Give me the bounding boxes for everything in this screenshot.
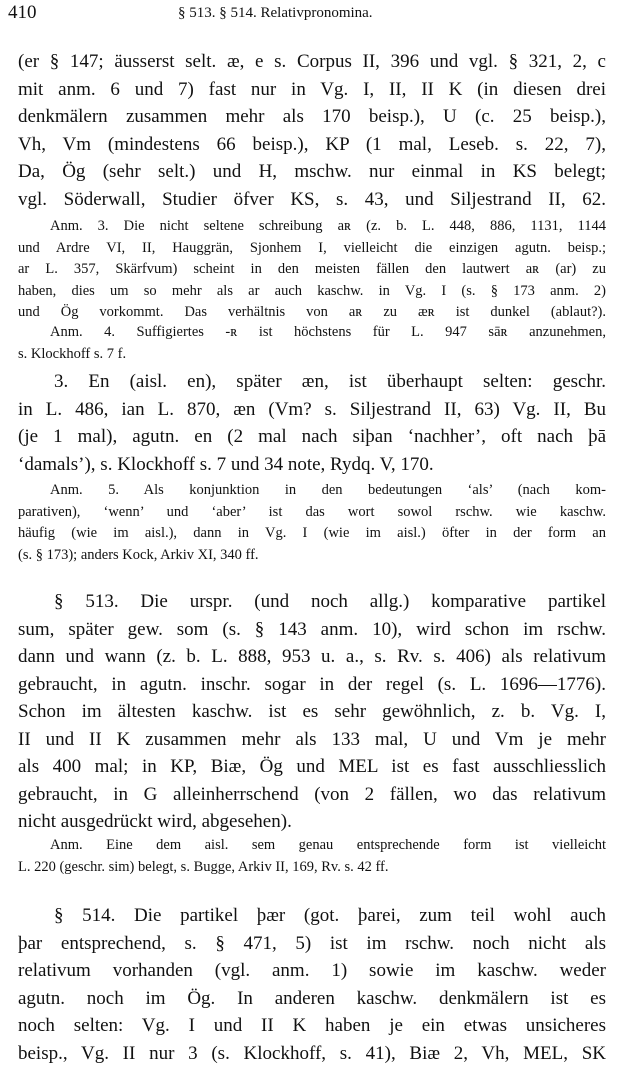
text-line: s. Klockhoff s. 7 f. xyxy=(18,345,127,362)
text-line: (er § 147; äusserst selt. æ, e s. Corpus II, 396 und vgl. § 321, 2, c xyxy=(18,51,606,72)
note-anm-513 xyxy=(18,835,606,878)
text-line: dann und wann (z. b. L. 888, 953 u. a., s. Rv. s. 406) als relativum xyxy=(18,646,606,667)
text-line: (je 1 mal), agutn. en (2 mal nach siþan ‘nachher’, oft nach þā xyxy=(18,426,606,447)
running-title: § 513. § 514. Relativpronomina. xyxy=(178,5,373,21)
text-line: Anm. 4. Suffigiertes -ʀ ist höchstens für L. 947 sāʀ anzunehmen, xyxy=(50,324,606,340)
page-number: 410 xyxy=(8,2,37,23)
text-line: als 400 mal; in KP, Biæ, Ög und MEL ist es fast ausschliesslich xyxy=(18,756,606,777)
text-line: þar entsprechend, s. § 471, 5) ist im rschw. noch nicht als xyxy=(18,932,606,954)
text-line: und Ög vorkommt. Das verhältnis von aʀ zu æʀ ist dunkel (ablaut?). xyxy=(18,304,606,320)
text-line: parativen), ‘wenn’ und ‘aber’ ist das wort sowol rschw. wie kaschw. xyxy=(18,503,606,520)
text-line: gebraucht, in G alleinherrschend (von 2 fällen, wo das relativum xyxy=(18,783,606,805)
text-line: in L. 486, ian L. 870, æn (Vm? s. Siljestrand II, 63) Vg. II, Bu xyxy=(18,398,606,420)
text-line: ar L. 357, Skärfvum) scheint in den meisten fällen den lautwert aʀ (ar) zu xyxy=(18,261,606,277)
text-line: mit anm. 6 und 7) fast nur in Vg. I, II, II K (in diesen drei xyxy=(18,78,606,100)
text-line: ‘damals’), s. Klockhoff s. 7 und 34 note, Rydq. V, 170. xyxy=(18,453,434,475)
text-line: L. 220 (geschr. sim) belegt, s. Bugge, Arkiv II, 169, Rv. s. 42 ff. xyxy=(18,858,389,875)
note-anm-3 xyxy=(18,216,606,324)
text-line: 3. En (aisl. en), später æn, ist überhaupt selten: geschr. xyxy=(54,371,606,392)
text-line: vgl. Söderwall, Studier öfver KS, s. 43, und Siljestrand II, 62. xyxy=(18,188,606,210)
paragraph-continuation xyxy=(18,48,606,213)
text-line: Anm. 5. Als konjunktion in den bedeutungen ‘als’ (nach kom- xyxy=(50,482,606,498)
text-line: Da, Ög (sehr selt.) und H, mschw. nur einmal in KS belegt; xyxy=(18,161,606,182)
text-line: nicht ausgedrückt wird, abgesehen). xyxy=(18,811,292,832)
note-anm-4 xyxy=(18,322,606,365)
text-line: § 513. Die urspr. (und noch allg.) komparative partikel xyxy=(54,591,606,612)
text-line: Anm. Eine dem aisl. sem genau entsprechende form ist vielleicht xyxy=(50,837,606,853)
text-line: beisp., Vg. II nur 3 (s. Klockhoff, s. 41), Biæ 2, Vh, MEL, SK xyxy=(18,1042,606,1064)
note-anm-5 xyxy=(18,480,606,566)
section-513 xyxy=(18,588,606,836)
text-line: § 514. Die partikel þær (got. þarei, zum teil wohl auch xyxy=(54,905,606,926)
text-line: häufig (wie im aisl.), dann in Vg. I (wie im aisl.) öfter in der form an xyxy=(18,525,606,541)
text-line: haben, dies um so mehr als ar auch kaschw. in Vg. I (s. § 173 anm. 2) xyxy=(18,282,606,299)
text-line: denkmälern zusammen mehr als 170 beisp.), U (c. 25 beisp.), xyxy=(18,106,606,127)
paragraph-3-en xyxy=(18,368,606,478)
text-line: Vh, Vm (mindestens 66 beisp.), KP (1 mal, Leseb. s. 22, 7), xyxy=(18,133,606,155)
text-line: noch selten: Vg. I und II K haben je ein etwas unsicheres xyxy=(18,1015,606,1036)
text-line: (s. § 173); anders Kock, Arkiv XI, 340 ff. xyxy=(18,546,259,563)
section-514 xyxy=(18,902,606,1067)
text-line: II und II K zusammen mehr als 133 mal, U und Vm je mehr xyxy=(18,728,606,750)
text-line: und Ardre VI, II, Hauggrän, Sjonhem I, vielleicht die einzigen agutn. beisp.; xyxy=(18,239,606,256)
text-line: sum, später gew. som (s. § 143 anm. 10), wird schon im rschw. xyxy=(18,618,606,640)
text-line: agutn. noch im Ög. In anderen kaschw. denkmälern ist es xyxy=(18,987,606,1009)
text-line: gebraucht, in agutn. inschr. sogar in der regel (s. L. 1696—1776). xyxy=(18,673,606,695)
text-line: Schon im ältesten kaschw. ist es sehr gewöhnlich, z. b. Vg. I, xyxy=(18,701,606,722)
text-line: relativum vorhanden (vgl. anm. 1) sowie im kaschw. weder xyxy=(18,960,606,981)
text-line: Anm. 3. Die nicht seltene schreibung aʀ (z. b. L. 448, 886, 1131, 1144 xyxy=(50,218,606,234)
page-header xyxy=(8,2,608,26)
